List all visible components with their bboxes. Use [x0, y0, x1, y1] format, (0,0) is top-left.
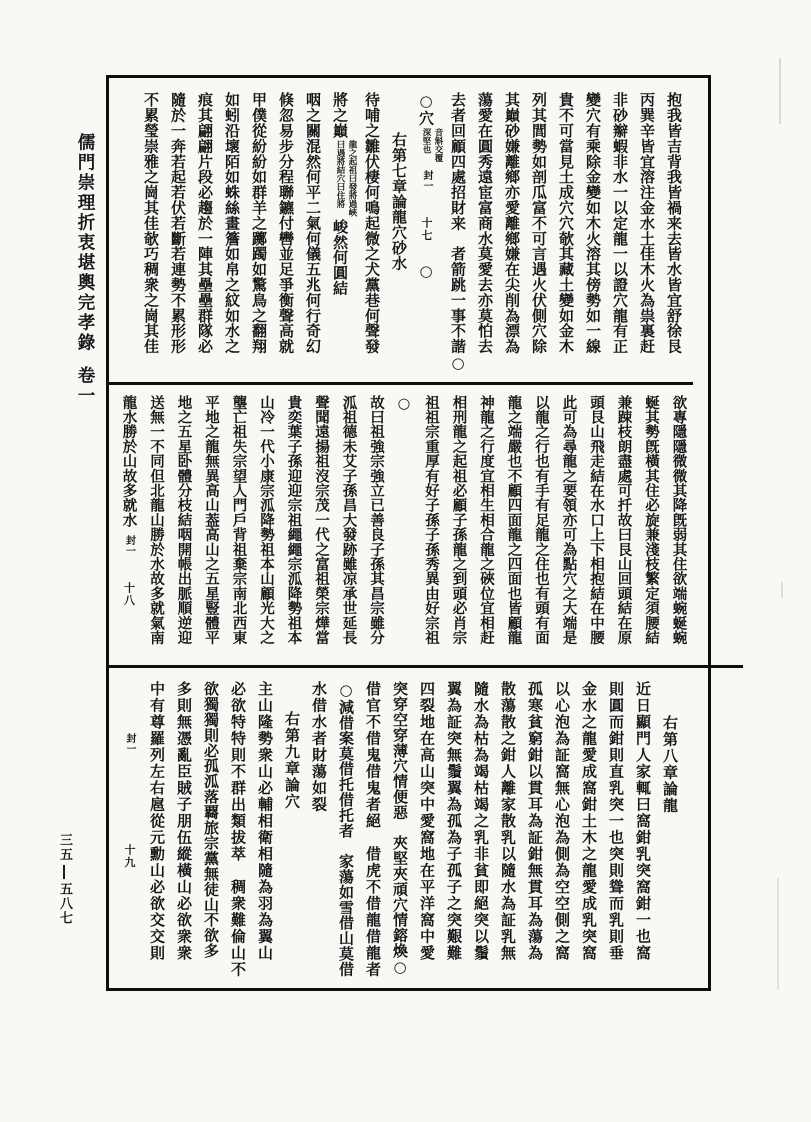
text-column: 貴奕葉子孫迎迎宗祖繩繩宗泒降勢祖本 — [285, 395, 303, 645]
text-column: 神龍之行度宜相生相合龍之硤位宜相赶 — [478, 395, 495, 645]
text-column: 丙巽辛皆宜溶注金水土佳木火為祟裏赶 — [638, 92, 656, 354]
text-column: 以龍之行也有手有足龍之住也有頭有面 — [533, 395, 550, 645]
text-column: 近日顯門人家輒曰窩鉗乳突窩鉗一也窩 — [634, 681, 652, 962]
gloss-line: 曰遇將結穴曰住將 — [335, 140, 345, 209]
text-column: 送無一不同但北龍山勝於水故多就氣南 — [148, 395, 165, 645]
annotation-column — [412, 92, 444, 374]
page-frame — [106, 75, 711, 991]
block-middle — [109, 385, 743, 668]
book-spine-title — [72, 133, 98, 406]
text-column: 必欲特特則不群出類拔萃 稠衆難倫山不 — [229, 681, 247, 978]
text-column: 以心泡為証窩無心泡為側為空空側之窩 — [553, 681, 571, 962]
text-column: 龍之端嚴也不顧四面龍之四面也皆顧龍 — [505, 395, 523, 645]
block-top — [109, 78, 693, 385]
leaf-number: 十七 — [420, 216, 433, 242]
text-column: 中有尊羅列左右扈從元勳山必欲交交則 — [148, 681, 166, 962]
text-column: 隨水為枯為竭枯竭之乳非貧即絕突以鬚 — [472, 681, 490, 962]
chapter-heading-eight: 右第八章論龍 — [661, 715, 679, 814]
section-end-column — [115, 681, 143, 980]
folio-lower: 五八七 — [57, 882, 72, 926]
text-column: 此可為尋龍之要領亦可為點穴之大端是 — [560, 395, 578, 645]
gloss-line: 龍之起祖曰發將過峽 — [347, 140, 357, 217]
text-column: ○減借案莫借托借托者 家蕩如雪借山莫借 — [337, 681, 355, 977]
column-text: 峻然何圓結 — [331, 218, 349, 296]
text-column: 頭艮山飛走結在水口上下相抱結在中腰 — [588, 395, 605, 645]
scan-artifact — [779, 58, 781, 124]
text-column: 不累瑩崇雅之崗其佳欹巧稠衆之崗其佳 — [142, 92, 160, 354]
text-column: 相刑龍之起祖必顧子孫龍之到頭必肖宗 — [450, 395, 468, 645]
leaf-number: 十八 — [122, 582, 136, 608]
chapter-heading-seven: 右第七章論龍穴砂水 — [390, 132, 408, 271]
text-column: 待哺之雛伏棲何鳴起微之犬黨巷何聲發 — [363, 92, 381, 354]
text-column: 祖祖宗重厚有好子孫子孫秀異由好宗祖○ — [395, 395, 440, 645]
text-column: 四裂地在高山突中愛窩地在平洋窩中愛 — [418, 681, 436, 962]
text-column: 列其閭勢如剖瓜富不可言遇火伏側穴除 — [530, 92, 548, 354]
text-column: 主山隆勢衆山必輔相衛相隨為羽為翼山 — [256, 681, 274, 962]
text-column: 甲僕從紛紛如群羊之躑躅如驚鳥之翻翔 — [250, 92, 268, 354]
section-marker: 封一 — [421, 169, 432, 191]
text-column: 借官不借鬼借鬼者絕 借虎不借龍借龍者 — [364, 681, 382, 978]
text-column: 孤寒貧窮鉗以貫耳為証鉗無貫耳為蕩為 — [526, 681, 544, 962]
text-column: 欲專隱隱微微其降旣弱其住欲端蜿蜒蜿 — [670, 395, 688, 645]
text-column: 欲獨獨則必孤泒落覉旅宗黨無徒山不欲多 — [202, 681, 220, 959]
volume-label: 卷一 — [75, 366, 95, 406]
folio-number — [54, 833, 74, 926]
text-column: 泒祖德未艾子孫昌大發跡雖凉承世延長 — [340, 395, 358, 645]
text-column: 變穴有乘除金變如木火溶其傍勢如一線 — [584, 92, 602, 354]
gloss-line: 音斛交覆 — [433, 127, 443, 162]
text-column: 翼為証突無鬚翼為孤為子孤子之突艱難 — [445, 681, 463, 962]
text-column: 蜒其勢旣橫其住必旋兼淺枝繁定須腰結 — [643, 395, 660, 645]
gloss-head-char: ○穴 — [417, 92, 435, 126]
section-end-column — [115, 395, 143, 659]
section-marker: 封一 — [124, 733, 135, 754]
text-column: 聲聞遠揚祖沒宗茂一代之富祖榮宗燁當 — [313, 395, 330, 645]
text-column: 金水之龍愛成窩鉗土木之龍愛成乳突窩 — [580, 681, 598, 962]
text-column: 山冷一代小康宗泒降勢祖本山顧光大之 — [258, 395, 275, 645]
text-column: 痕其翩翩片段必趨於一陣其壘壘群隊必 — [196, 92, 214, 354]
text-column: 倏忽易步分程聯鑣付轡並足爭衡聲高就 — [277, 92, 295, 354]
text-column: 水借水者財蕩如裂 — [310, 681, 328, 813]
text-column: 隨於一奔若起若伏若斷若連勢不累形形 — [169, 92, 187, 354]
circle-mark: ○ — [417, 261, 435, 281]
block-bottom — [109, 668, 727, 988]
text-column: 去者回顧四處招財来 者箭跳一事不諧○ — [449, 92, 467, 373]
folio-dash — [63, 865, 65, 879]
scan-artifact — [781, 582, 783, 598]
text-column: 多則無憑亂臣賊子朋伍縱橫山必欲衆衆 — [175, 681, 193, 962]
scan-artifact — [777, 878, 779, 990]
text-column: 地之五星卧體分枝結咽開帳出脈順逆迎 — [175, 395, 193, 645]
chapter-heading-nine: 右第九章論穴 — [283, 711, 301, 810]
glossed-text-column — [326, 92, 358, 374]
text-column: 散蕩散之鉗人離家散乳以隨水為証乳無 — [499, 681, 517, 962]
leaf-number: 十九 — [123, 844, 136, 869]
column-text: 龍水勝於山故多就水 — [120, 395, 138, 528]
text-column: 兼踈枝朗盡處可扦故曰艮山回頭結在原 — [615, 395, 633, 645]
text-column: 如蚓沿壞陌如蛛絲畫簷如帛之紋如水之 — [223, 92, 241, 354]
text-column: 則圓而鉗則直乳突一也突則聳而乳則垂 — [607, 681, 625, 962]
text-column: 貴不可當見土成穴穴欹其藏土變如金木 — [557, 92, 575, 354]
text-column: 抱我皆吉背我皆禍来去皆水皆宜舒徐艮 — [665, 92, 683, 354]
book-title: 儒門崇理折衷堪輿完孝錄 — [75, 133, 95, 353]
text-column: 平地之龍無異高山葢高山之五星豎體平 — [203, 395, 220, 645]
column-text: 將之巔 — [331, 92, 349, 139]
text-column: 其巔砂嫌離鄉亦愛離鄉嫌在尖削為漂為 — [503, 92, 521, 354]
text-column: 突穿空穿薄穴情便惡 夾堅夾頑穴情鎔煥○ — [391, 681, 409, 977]
text-column: 故曰祖強宗強立已善良子孫其昌宗雖分 — [368, 395, 385, 645]
interlinear-gloss — [334, 140, 358, 217]
text-column: 非砂辮蝦非水一以定龍一以證穴龍有正 — [611, 92, 629, 354]
folio-upper: 三五 — [57, 833, 72, 862]
section-marker: 封一 — [123, 535, 135, 557]
gloss-line: 深堅也 — [421, 127, 431, 154]
text-column: 壟亡祖失宗望人門戶背祖棄宗南北西東 — [230, 395, 248, 645]
text-column: 蕩愛在圓秀遠宦富商水莫愛去亦莫怕去 — [476, 92, 494, 354]
interlinear-gloss — [420, 128, 444, 162]
text-column: 咽之關混然何平二氣何儀五兆何行奇幻 — [304, 92, 322, 354]
